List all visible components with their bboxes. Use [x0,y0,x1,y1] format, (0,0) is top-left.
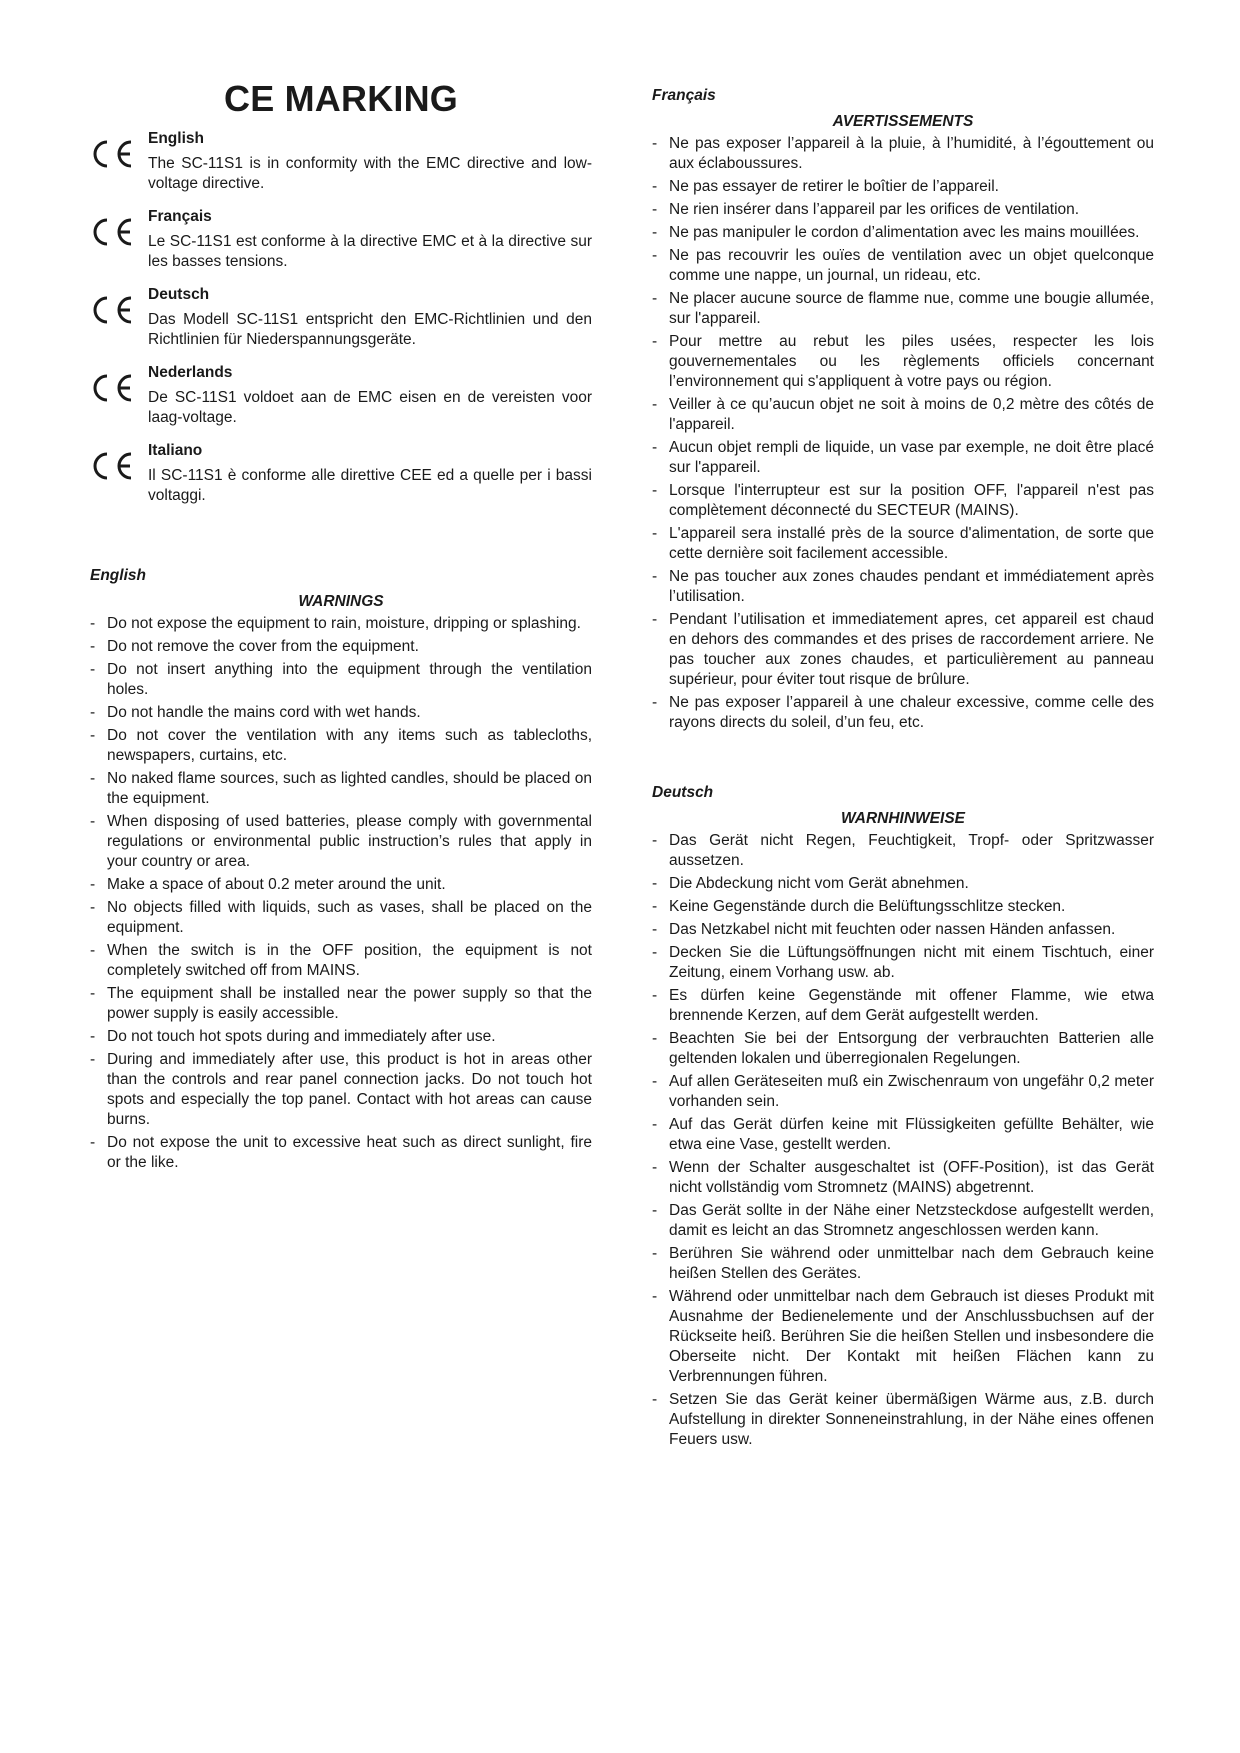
warning-text: Ne pas exposer l’appareil à une chaleur excessive, comme celle des rayons directs du soleil, d’un feu, etc. [669,694,1154,731]
ce-lang-label: Deutsch [148,286,210,303]
warning-item [90,637,592,657]
right-column [652,86,1154,1453]
ce-statement: Il SC-11S1 è conforme alle direttive CEE ed a quelle per i bassi voltaggi. [148,467,592,504]
bullet-dash: - [90,770,96,787]
bullet-dash: - [90,899,96,916]
bullet-dash: - [652,439,658,456]
ce-entry-francais [90,208,592,272]
warning-text: Setzen Sie das Gerät keiner übermäßigen Wärme aus, z.B. durch Aufstellung in direkter Sonneneinstrahlung, in der Nähe eines offenen Feuers usw. [669,1391,1154,1448]
bullet-dash: - [90,727,96,744]
deutsch-warnings-section [652,783,1154,1450]
warning-text: Do not touch hot spots during and immediately after use. [107,1028,496,1045]
bullet-dash: - [90,942,96,959]
warning-text: The equipment shall be installed near the power supply so that the power supply is easily accessible. [107,985,592,1022]
warning-text: No objects filled with liquids, such as vases, shall be placed on the equipment. [107,899,592,936]
warning-text: Ne rien insérer dans l’appareil par les orifices de ventilation. [669,201,1080,218]
bullet-dash: - [652,611,658,628]
warning-item [90,703,592,723]
bullet-dash: - [652,224,658,241]
warning-item [90,984,592,1024]
warning-item [652,943,1154,983]
warnings-list [652,831,1154,1450]
warning-item [652,1029,1154,1069]
warning-item [652,134,1154,174]
warning-item [652,1287,1154,1387]
bullet-dash: - [652,694,658,711]
warning-item [652,1201,1154,1241]
bullet-dash: - [652,333,658,350]
warning-text: Do not insert anything into the equipment through the ventilation holes. [107,661,592,698]
warning-text: Das Gerät nicht Regen, Feuchtigkeit, Tropf- oder Spritzwasser aussetzen. [669,832,1154,869]
bullet-dash: - [652,135,658,152]
warning-text: Make a space of about 0.2 meter around the unit. [107,876,446,893]
ce-lang-label: Français [148,208,212,225]
bullet-dash: - [90,1028,96,1045]
warning-item [652,874,1154,894]
warning-text: Ne pas exposer l’appareil à la pluie, à l’humidité, à l’égouttement ou aux éclaboussures. [669,135,1154,172]
warning-text: Do not remove the cover from the equipment. [107,638,419,655]
bullet-dash: - [652,1073,658,1090]
warning-item [652,1115,1154,1155]
warning-item [90,1133,592,1173]
ce-mark-icon [90,218,134,246]
warning-text: Ne pas essayer de retirer le boîtier de l’appareil. [669,178,999,195]
bullet-dash: - [652,1245,658,1262]
ce-entry-italiano [90,442,592,506]
bullet-dash: - [652,178,658,195]
warning-text: Auf allen Geräteseiten muß ein Zwischenraum von ungefähr 0,2 meter vorhanden sein. [669,1073,1154,1110]
warning-text: Es dürfen keine Gegenstände mit offener Flamme, wie etwa brennende Kerzen, auf dem Gerät aufgestellt werden. [669,987,1154,1024]
warning-text: Aucun objet rempli de liquide, un vase par exemple, ne doit être placé sur l'appareil. [669,439,1154,476]
warning-text: Ne pas toucher aux zones chaudes pendant et immédiatement après l’utilisation. [669,568,1154,605]
page-title: CE MARKING [224,78,458,119]
warning-item [90,875,592,895]
warning-text: During and immediately after use, this product is hot in areas other than the controls and rear panel connection jacks. Do not touch hot spots and especially the top panel. Contact with hot areas can cause burns. [107,1051,592,1128]
section-language-label: English [90,567,146,584]
bullet-dash: - [652,482,658,499]
ce-statement: The SC-11S1 is in conformity with the EMC directive and low-voltage directive. [148,155,592,192]
bullet-dash: - [90,661,96,678]
warning-item [652,438,1154,478]
bullet-dash: - [652,921,658,938]
bullet-dash: - [652,1159,658,1176]
warning-item [90,614,592,634]
warning-item [652,897,1154,917]
warning-item [652,567,1154,607]
warning-text: Ne placer aucune source de flamme nue, comme une bougie allumée, sur l'appareil. [669,290,1154,327]
warning-item [652,395,1154,435]
warning-text: L'appareil sera installé près de la source d'alimentation, de sorte que cette dernière soit facilement accessible. [669,525,1154,562]
warning-item [90,1027,592,1047]
warning-text: Ne pas manipuler le cordon d’alimentation avec les mains mouillées. [669,224,1140,241]
ce-mark-icon [90,296,134,324]
warning-item [652,693,1154,733]
section-language-label: Deutsch [652,784,714,801]
warning-text: When disposing of used batteries, please comply with governmental regulations or environmental public instruction’s rules that apply in your country or area. [107,813,592,870]
warning-item [652,1072,1154,1112]
warning-item [90,726,592,766]
warnings-list [652,134,1154,733]
francais-warnings-section [652,86,1154,733]
bullet-dash: - [652,247,658,264]
section-language-label: Français [652,87,716,104]
bullet-dash: - [652,944,658,961]
warning-item [90,941,592,981]
warning-text: Wenn der Schalter ausgeschaltet ist (OFF-Position), ist das Gerät nicht vollständig vom Stromnetz (MAINS) abgetrennt. [669,1159,1154,1196]
bullet-dash: - [652,1288,658,1305]
bullet-dash: - [90,1134,96,1151]
warnings-list [90,614,592,1173]
bullet-dash: - [652,525,658,542]
bullet-dash: - [652,987,658,1004]
bullet-dash: - [652,290,658,307]
warning-text: Do not cover the ventilation with any items such as tablecloths, newspapers, curtains, etc. [107,727,592,764]
warning-item [652,1244,1154,1284]
warning-text: Während oder unmittelbar nach dem Gebrauch ist dieses Produkt mit Ausnahme der Bedienelemente und der Anschlussbuchsen auf der Rückseite heiß. Berühren Sie die heißen Stellen und insbesondere die Oberseite nicht. Der Kontakt mit heißen Flächen kann zu Verbrennungen führen. [669,1288,1154,1385]
bullet-dash: - [652,201,658,218]
warning-text: Beachten Sie bei der Entsorgung der verbrauchten Batterien alle geltenden lokalen und überregionalen Regelungen. [669,1030,1154,1067]
left-column [90,78,592,1176]
warning-text: Do not handle the mains cord with wet hands. [107,704,421,721]
warning-item [652,831,1154,871]
ce-entry-deutsch [90,286,592,350]
bullet-dash: - [652,568,658,585]
warning-text: Decken Sie die Lüftungsöffnungen nicht mit einem Tischtuch, einer Zeitung, einem Vorhang usw. ab. [669,944,1154,981]
warning-item [90,1050,592,1130]
bullet-dash: - [90,813,96,830]
warning-item [652,481,1154,521]
bullet-dash: - [652,1391,658,1408]
ce-entry-english [90,130,592,194]
warning-text: Die Abdeckung nicht vom Gerät abnehmen. [669,875,969,892]
warning-item [90,898,592,938]
warning-item [652,289,1154,329]
warnings-heading: WARNINGS [298,593,384,610]
warning-item [652,1158,1154,1198]
bullet-dash: - [90,985,96,1002]
warnings-heading: WARNHINWEISE [841,810,965,827]
ce-lang-label: Italiano [148,442,203,459]
ce-statement: Le SC-11S1 est conforme à la directive EMC et à la directive sur les basses tensions. [148,233,592,270]
bullet-dash: - [652,898,658,915]
warning-item [652,332,1154,392]
warning-text: Ne pas recouvrir les ouïes de ventilation avec un objet quelconque comme une nappe, un journal, un rideau, etc. [669,247,1154,284]
warning-text: No naked flame sources, such as lighted candles, should be placed on the equipment. [107,770,592,807]
warning-item [652,246,1154,286]
bullet-dash: - [90,1051,96,1068]
bullet-dash: - [652,1116,658,1133]
warning-text: Keine Gegenstände durch die Belüftungsschlitze stecken. [669,898,1066,915]
english-warnings-section [90,566,592,1173]
ce-statement: Das Modell SC-11S1 entspricht den EMC-Richtlinien und den Richtlinien für Niederspannungsgeräte. [148,311,592,348]
warning-item [652,1390,1154,1450]
warning-item [90,812,592,872]
warning-item [652,524,1154,564]
bullet-dash: - [652,1030,658,1047]
warning-text: Das Gerät sollte in der Nähe einer Netzsteckdose aufgestellt werden, damit es leicht an das Stromnetz angeschlossen werden kann. [669,1202,1154,1239]
bullet-dash: - [652,1202,658,1219]
bullet-dash: - [90,615,96,632]
warning-text: Auf das Gerät dürfen keine mit Flüssigkeiten gefüllte Behälter, wie etwa eine Vase, gestellt werden. [669,1116,1154,1153]
ce-mark-icon [90,140,134,168]
warning-text: Do not expose the equipment to rain, moisture, dripping or splashing. [107,615,581,632]
ce-mark-icon [90,374,134,402]
warning-item [652,610,1154,690]
warning-item [652,177,1154,197]
ce-mark-icon [90,452,134,480]
warning-text: Pour mettre au rebut les piles usées, respecter les lois gouvernementales ou les règlements officiels concernant l’environnement qui s'appliquent à votre pays ou région. [669,333,1154,390]
warning-text: Berühren Sie während oder unmittelbar nach dem Gebrauch keine heißen Stellen des Gerätes. [669,1245,1154,1282]
ce-lang-label: English [148,130,204,147]
warning-item [90,660,592,700]
warning-text: Do not expose the unit to excessive heat such as direct sunlight, fire or the like. [107,1134,592,1171]
warning-item [652,920,1154,940]
warning-text: When the switch is in the OFF position, the equipment is not completely switched off from MAINS. [107,942,592,979]
bullet-dash: - [652,875,658,892]
ce-lang-label: Nederlands [148,364,233,381]
warning-item [652,200,1154,220]
warning-text: Veiller à ce qu’aucun objet ne soit à moins de 0,2 mètre des côtés de l'appareil. [669,396,1154,433]
warnings-heading: AVERTISSEMENTS [832,113,974,130]
warning-text: Lorsque l'interrupteur est sur la position OFF, l'appareil n'est pas complètement déconnecté du SECTEUR (MAINS). [669,482,1154,519]
bullet-dash: - [90,704,96,721]
ce-statement: De SC-11S1 voldoet aan de EMC eisen en de vereisten voor laag-voltage. [148,389,592,426]
warning-item [90,769,592,809]
bullet-dash: - [652,396,658,413]
warning-item [652,223,1154,243]
warning-item [652,986,1154,1026]
ce-marking-list [90,130,592,506]
bullet-dash: - [90,638,96,655]
warning-text: Pendant l’utilisation et immediatement apres, cet appareil est chaud en dehors des commandes et des prises de raccordement arriere. Ne pas toucher aux zones chaudes, et particulièrement au panneau supérieur, pour éviter tout risque de brûlure. [669,611,1154,688]
ce-entry-nederlands [90,364,592,428]
bullet-dash: - [90,876,96,893]
bullet-dash: - [652,832,658,849]
warning-text: Das Netzkabel nicht mit feuchten oder nassen Händen anfassen. [669,921,1116,938]
